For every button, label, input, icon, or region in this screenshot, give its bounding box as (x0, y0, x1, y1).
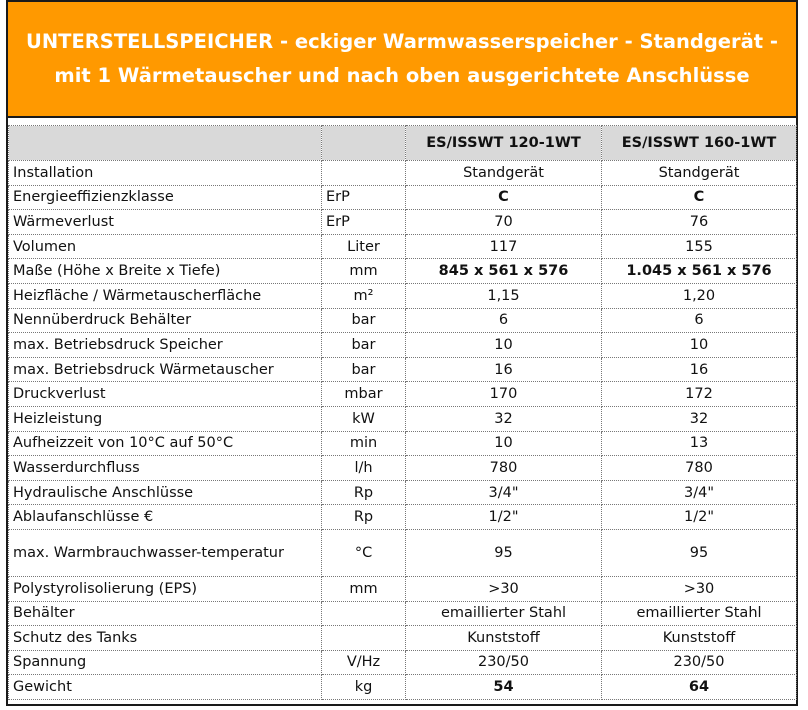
row-unit: bar (322, 333, 406, 358)
row-value-160: 95 (602, 529, 797, 576)
row-unit: bar (322, 308, 406, 333)
row-value-120: 95 (406, 529, 602, 576)
row-unit (322, 601, 406, 626)
page-title: UNTERSTELLSPEICHER - eckiger Warmwasserspeicher - Standgerät - mit 1 Wärmetauscher und nach oben ausgerichtete Anschlüsse (26, 30, 778, 87)
table-row (9, 505, 797, 530)
row-unit: kg (322, 675, 406, 700)
row-value-120: 845 x 561 x 576 (406, 259, 602, 284)
row-value-160: 1.045 x 561 x 576 (602, 259, 797, 284)
table-row (9, 480, 797, 505)
row-value-120: 16 (406, 357, 602, 382)
table-row (9, 626, 797, 651)
row-label: Behälter (9, 601, 322, 626)
row-label: Hydraulische Anschlüsse (9, 480, 322, 505)
table-row (9, 210, 797, 235)
row-value-160: C (602, 185, 797, 210)
row-unit (322, 626, 406, 651)
row-value-160: 230/50 (602, 650, 797, 675)
row-value-160: 780 (602, 456, 797, 481)
column-header-model-160: ES/ISSWT 160-1WT (602, 126, 797, 161)
row-unit: V/Hz (322, 650, 406, 675)
row-value-160: 3/4" (602, 480, 797, 505)
row-value-160: emaillierter Stahl (602, 601, 797, 626)
row-value-120: C (406, 185, 602, 210)
row-label: Spannung (9, 650, 322, 675)
table-row (9, 650, 797, 675)
row-value-120: 780 (406, 456, 602, 481)
row-unit: mm (322, 259, 406, 284)
row-value-160: 6 (602, 308, 797, 333)
row-value-120: Kunststoff (406, 626, 602, 651)
row-unit: Rp (322, 480, 406, 505)
row-label: max. Betriebsdruck Wärmetauscher (9, 357, 322, 382)
row-label: Schutz des Tanks (9, 626, 322, 651)
row-value-120: 1/2" (406, 505, 602, 530)
row-value-120: >30 (406, 576, 602, 601)
row-label: Nennüberdruck Behälter (9, 308, 322, 333)
row-value-160: 1/2" (602, 505, 797, 530)
table-row (9, 234, 797, 259)
table-row (9, 308, 797, 333)
table-row (9, 161, 797, 186)
title-banner (8, 2, 796, 118)
row-label: Heizfläche / Wärmetauscherfläche (9, 283, 322, 308)
row-label: Installation (9, 161, 322, 186)
row-unit: ErP (322, 210, 406, 235)
table-row (9, 333, 797, 358)
row-label: Druckverlust (9, 382, 322, 407)
row-value-120: emaillierter Stahl (406, 601, 602, 626)
row-label: Wasserdurchfluss (9, 456, 322, 481)
row-value-120: 10 (406, 333, 602, 358)
column-header-model-120: ES/ISSWT 120-1WT (406, 126, 602, 161)
table-row (9, 382, 797, 407)
row-value-120: 10 (406, 431, 602, 456)
column-header-unit (322, 126, 406, 161)
row-label: Aufheizzeit von 10°C auf 50°C (9, 431, 322, 456)
column-header-label (9, 126, 322, 161)
row-label: max. Betriebsdruck Speicher (9, 333, 322, 358)
row-value-120: 1,15 (406, 283, 602, 308)
row-unit: kW (322, 406, 406, 431)
table-row (9, 431, 797, 456)
row-unit: bar (322, 357, 406, 382)
row-value-160: 76 (602, 210, 797, 235)
row-label: Volumen (9, 234, 322, 259)
row-label: Polystyrolisolierung (EPS) (9, 576, 322, 601)
row-value-160: 10 (602, 333, 797, 358)
table-row (9, 259, 797, 284)
row-value-160: 16 (602, 357, 797, 382)
row-unit: l/h (322, 456, 406, 481)
row-unit: °C (322, 529, 406, 576)
spec-sheet (6, 0, 798, 706)
row-value-120: 3/4" (406, 480, 602, 505)
row-value-120: 6 (406, 308, 602, 333)
row-value-160: Standgerät (602, 161, 797, 186)
row-value-160: Kunststoff (602, 626, 797, 651)
row-value-120: 230/50 (406, 650, 602, 675)
row-label: Energieeffizienzklasse (9, 185, 322, 210)
row-label: max. Warmbrauchwasser-temperatur (9, 529, 322, 576)
table-row (9, 406, 797, 431)
row-unit: Rp (322, 505, 406, 530)
table-row (9, 357, 797, 382)
row-unit (322, 161, 406, 186)
row-value-120: 170 (406, 382, 602, 407)
row-value-160: 172 (602, 382, 797, 407)
table-header-row (9, 126, 797, 161)
row-unit: mbar (322, 382, 406, 407)
row-unit: mm (322, 576, 406, 601)
row-unit: ErP (322, 185, 406, 210)
row-label: Gewicht (9, 675, 322, 700)
table-row (9, 283, 797, 308)
row-value-120: 54 (406, 675, 602, 700)
row-label: Ablaufanschlüsse € (9, 505, 322, 530)
row-value-160: 64 (602, 675, 797, 700)
row-unit: Liter (322, 234, 406, 259)
row-value-160: >30 (602, 576, 797, 601)
row-value-160: 1,20 (602, 283, 797, 308)
row-value-120: 70 (406, 210, 602, 235)
table-row (9, 576, 797, 601)
row-unit: m² (322, 283, 406, 308)
row-unit: min (322, 431, 406, 456)
table-row (9, 529, 797, 576)
table-row (9, 456, 797, 481)
table-row (9, 185, 797, 210)
row-value-160: 32 (602, 406, 797, 431)
spec-table (8, 125, 797, 700)
row-label: Heizleistung (9, 406, 322, 431)
row-value-120: Standgerät (406, 161, 602, 186)
row-value-120: 117 (406, 234, 602, 259)
row-value-120: 32 (406, 406, 602, 431)
table-row (9, 675, 797, 700)
row-label: Wärmeverlust (9, 210, 322, 235)
row-label: Maße (Höhe x Breite x Tiefe) (9, 259, 322, 284)
row-value-160: 155 (602, 234, 797, 259)
row-value-160: 13 (602, 431, 797, 456)
table-row (9, 601, 797, 626)
